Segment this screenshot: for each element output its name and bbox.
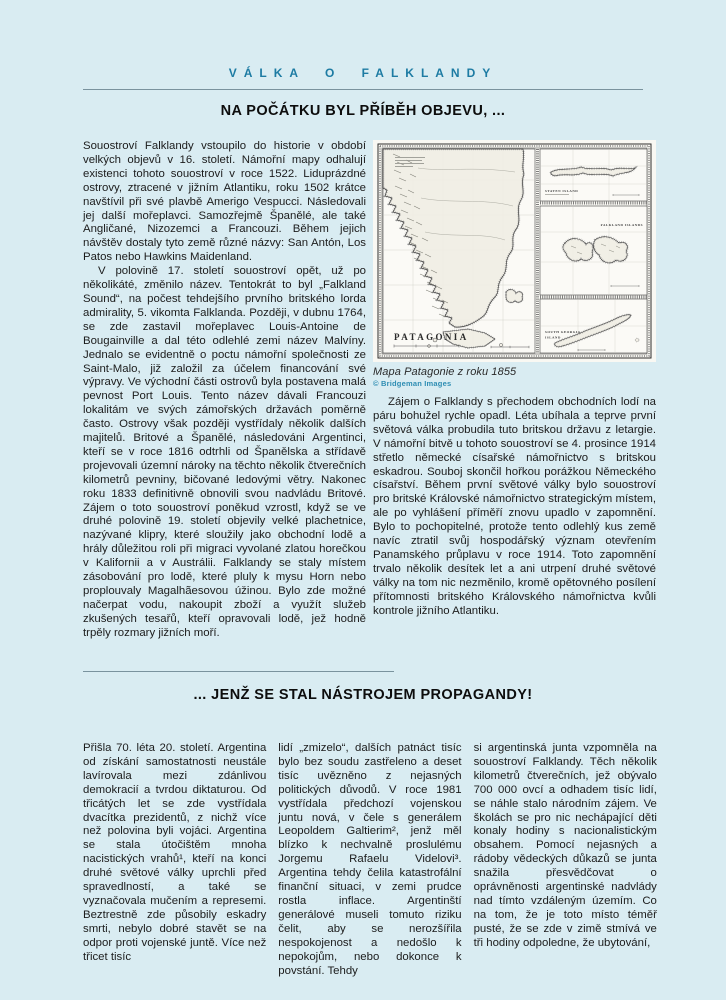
inset-south-georgia: [540, 299, 647, 353]
map-caption: Mapa Patagonie z roku 1855: [373, 366, 517, 378]
interwar-paragraph: Zájem o Falklandy s přechodem obchodních lodí na páru bohužel rychle opadl. Léta ubíhala a teprve první světová válka probudila tuto britskou državu z letargie. V námořní bitvě u tohoto souostroví se 4. prosince 1914 střetlo německé císařské námořnictvo s britskou eskadrou. Souboj skončil hořkou porážkou Německého císařství. Během první světové války bylo souostroví pro britské Královské námořnictvo strategickým místem, ale po vyhlášení příměří znovu upadlo v zapomnění. Bylo to pochopitelné, protože tento odlehlý kus země navíc ztratil svůj hospodářský význam otevřením Panamského průplavu v roce 1914. Toto zapomnění trvalo několik desítek let a ani utrpení druhé světové války na tom nic nezměnilo, kromě opětovného posílení přítomnosti britského Královského námořnictva kvůli kontrole jižního Atlantiku.: [373, 396, 656, 617]
patagonia-map-engraving: [373, 140, 656, 362]
section-discovery-title: NA POČÁTKU BYL PŘÍBĚH OBJEVU, ...: [220, 103, 506, 119]
inset-falkland-label: FALKLAND ISLANDS: [600, 223, 643, 227]
map-main-label: PATAGONIA: [394, 332, 469, 342]
discovery-two-column-layout: [83, 140, 656, 641]
inset-staten-label: STATEN ISLAND: [545, 189, 579, 193]
propaganda-column-2: [278, 742, 461, 978]
series-header-title: VÁLKA O FALKLANDY: [228, 66, 498, 80]
inset-staten-island: [540, 149, 647, 201]
header-divider-line: [83, 89, 643, 90]
propaganda-column-3-text: si argentinská junta vzpomněla na souostroví Falklandy. Těch několik kilometrů čtverečních, jež obývalo 700 000 ovcí a odhadem tisíc lidí, se náhle stalo národním zájem. Ve školách se pro nic nechápající děti konaly hodiny s nacionalistickým obsahem. Pomocí nejasných a rádoby vědeckých důkazů se junta snažila přesvědčovat o oprávněnosti argentinské nadvlády nad tímto vzdáleným územím. Co na tom, že je toto místo téměř pusté, že se zde v zimě stmívá ve tři hodiny odpoledne, že ubytování,: [473, 742, 657, 949]
propaganda-column-1-text: Přišla 70. léta 20. století. Argentina od získání samostatnosti neustále lavírovala mezi zdánlivou demokracií a tvrdou diktaturou. Od třicátých let se zde vystřídala dvacítka prezidentů, z nichž více než polovina byli vojáci. Argentina se stala útočištěm mnoha nacistických vrahů¹, kteří na konci druhé světové války uprchli před spravedlností, a také se vyznačovala mučením a represemi. Beztrestně zde působily eskadry smrti, nebylo dobré stavět se na odpor proti vojenské juntě. Více než třicet tisíc: [83, 742, 267, 963]
patagonia-map-figure: [373, 140, 656, 388]
propaganda-column-1: [83, 742, 266, 978]
inset-south-georgia-label-1: SOUTH GEORGIA: [545, 330, 581, 334]
section-propaganda-title: ... JENŽ SE STAL NÁSTROJEM PROPAGANDY!: [193, 687, 533, 703]
propaganda-column-2-text: lidí „zmizelo“, dalších patnáct tisíc bylo bez soudu zastřeleno a deset tisíc uvězněno z nejasných politických důvodů. V roce 1981 vystřídala předchozí vojenskou juntu nová, v čele s generálem Leopoldem Galtierim², jenž měl blízko k nechvalně proslulému Jorgemu Rafaelu Videlovi³. Argentina tehdy čelila katastrofální finanční situaci, v zemi prudce rostla inflace. Argentinští generálové museli tomuto riziku čelit, aby se nerozšířila nespokojenost a nedošlo k nepokojům, nebo dokonce k povstání. Tehdy: [278, 742, 462, 977]
map-credit: © Bridgeman Images: [373, 379, 452, 388]
section-divider-line: [83, 671, 394, 672]
propaganda-three-column-layout: [83, 742, 657, 978]
propaganda-column-3: [474, 742, 657, 978]
discovery-right-column: [373, 140, 656, 641]
discovery-paragraph-2: V polovině 17. století souostroví opět, už po několikáté, změnilo název. Tentokrát to byl „Falkland Sound“, na počest tehdejšího prvního britského lorda admirality, 5. vikomta Falklanda. Později, v dubnu 1764, se zde zastavil mořeplavec Louis-Antoine de Bougainville a dal této odlehlé zemi název Malvíny. Jednalo se evidentně o poctu námořní společnosti ze Saint-Malo, již založil za účelem financování své výpravy. Ve východní části ostrovů byla postavena malá pevnost Port Louis. Tento název dávali Francouzi lokalitám ve svých zámořských državách poměrně často. Ostrovy však později vystřídaly několik dalších majitelů. Britové a Španělé, následováni Argentinci, kteří se v roce 1816 odtrhli od Španělska a střídavě projevovali územní nároky na těchto několik čtverečních kilometrů pevniny, bičované ledovými větry. Nakonec roku 1833 definitivně obnovili svou nadvládu Britové. Zájem o toto souostroví poněkud vzrostl, když se ve druhé polovině 19. století objevily velké plachetnice, nazývané klipry, které sloužily jako obchodní lodě a hrály důležitou roli při migraci vyvolané zlatou horečkou v Kalifornii a v Austrálii. Falklandy se staly místem zásobování pro lodě, které pluly k mysu Horn nebo proplouvaly Magalhãesovou úžinou. Bylo zde možné načerpat vodu, nakoupit zboží a využít služeb zkušených tesařů, kteří opravovali lodě, jež hodně trpěly rozmary jižních moří.: [83, 265, 366, 639]
inset-falkland-islands: [540, 206, 647, 295]
main-panel-patagonia: [383, 149, 535, 353]
discovery-paragraph-1: Souostroví Falklandy vstoupilo do historie v období velkých objevů v 16. století. Námořní mapy odhalují existenci tohoto souostroví v roce 1522. Liduprázdné ostrovy, ztracené v jižním Atlantiku, roku 1502 krátce navštívil při své plavbě Amerigo Vespucci. Následovali jej další mořeplavci. Samozřejmě Španělé, ale také Angličané, Nizozemci a Francouzi. Během jejich návštěv dostaly tyto země různé názvy: San Antón, Los Patos nebo Hawkins Maidenland.: [83, 140, 366, 264]
inset-south-georgia-label-2: ISLAND: [545, 335, 561, 340]
discovery-left-column: [83, 140, 366, 641]
